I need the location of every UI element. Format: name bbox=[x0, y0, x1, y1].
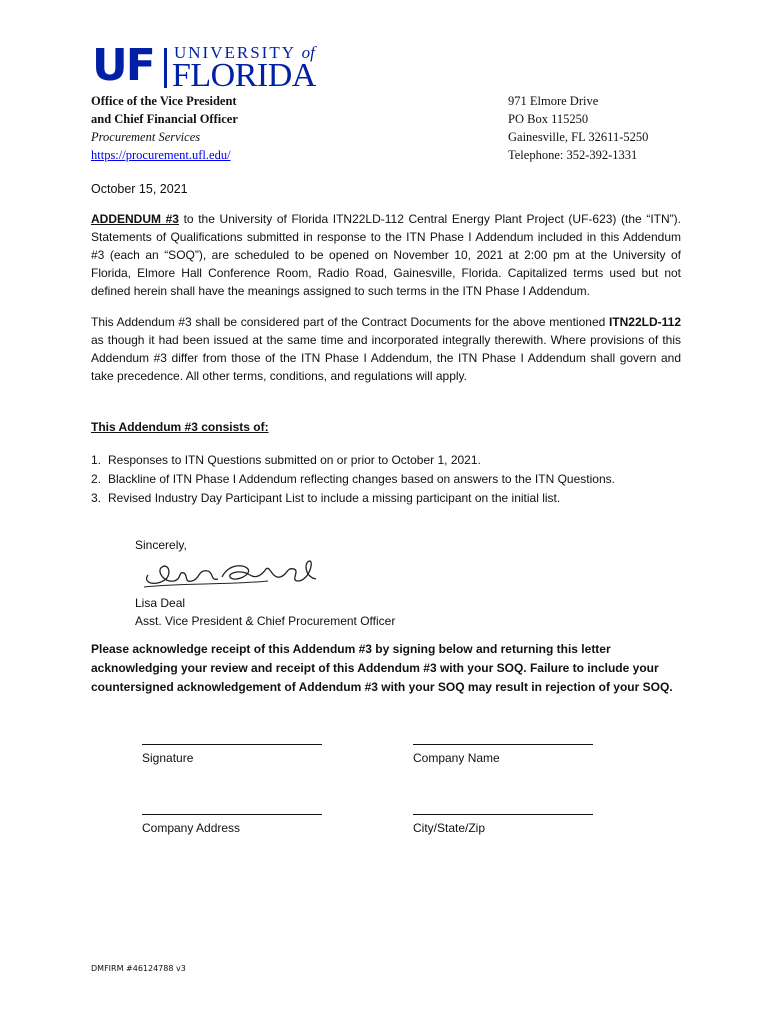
city-state-zip-line[interactable] bbox=[413, 804, 593, 815]
company-name-field[interactable] bbox=[413, 734, 593, 767]
address-block bbox=[508, 92, 648, 164]
closing: Sincerely, bbox=[135, 538, 187, 552]
street: 971 Elmore Drive bbox=[508, 94, 599, 108]
signature-field[interactable] bbox=[142, 734, 322, 767]
company-name-label: Company Name bbox=[413, 751, 500, 765]
document-footer-id: DMFIRM #46124788 v3 bbox=[91, 964, 186, 973]
city-state-zip-field[interactable] bbox=[413, 804, 593, 837]
addendum-items-list bbox=[91, 451, 615, 508]
company-address-line[interactable] bbox=[142, 804, 322, 815]
telephone: Telephone: 352-392-1331 bbox=[508, 148, 638, 162]
logo-university-text: UNIVERSITY of bbox=[174, 43, 315, 62]
sender-block bbox=[91, 92, 238, 164]
paragraph-contract-documents bbox=[91, 313, 681, 385]
uf-logo-mark: UF bbox=[92, 40, 154, 91]
office-line-1: Office of the Vice President bbox=[91, 94, 237, 108]
list-item: 2. Blackline of ITN Phase I Addendum reflecting changes based on answers to the ITN Questions. bbox=[91, 472, 615, 486]
letter-date: October 15, 2021 bbox=[91, 182, 188, 196]
itn-number: ITN22LD-112 bbox=[608, 315, 681, 329]
acknowledgement-instructions: Please acknowledge receipt of this Addendum #3 by signing below and returning this letter acknowledging your review and receipt of this Addendum #3 with your SOQ. Failure to include your countersigned acknowledgement of Addendum #3 with your SOQ may result in rejection of your SOQ. bbox=[91, 642, 673, 694]
handwritten-signature bbox=[138, 553, 328, 593]
logo-florida-text: FLORIDA bbox=[172, 57, 316, 94]
signature-label: Signature bbox=[142, 751, 194, 765]
website-link[interactable]: https://procurement.ufl.edu/ bbox=[91, 148, 231, 162]
city-state-zip: Gainesville, FL 32611-5250 bbox=[508, 130, 649, 144]
company-name-line[interactable] bbox=[413, 734, 593, 745]
list-item: 1. Responses to ITN Questions submitted on or prior to October 1, 2021. bbox=[91, 453, 481, 467]
paragraph-addendum-intro bbox=[91, 210, 681, 300]
signature-line[interactable] bbox=[142, 734, 322, 745]
paragraph-2-text-before: This Addendum #3 shall be considered part of the Contract Documents for the above mentioned bbox=[91, 315, 609, 329]
paragraph-1-text: to the University of Florida ITN22LD-112 Central Energy Plant Project (UF-623) (the “ITN”). Statements of Qualifications submitted in response to the ITN Phase I Addendum included in this Addendum #3 (each an “SOQ”), are scheduled to be opened on November 10, 2021 at 2:00 pm at the University of Florida, Elmore Hall Conference Room, Radio Road, Gainesville, Florida. Capitalized terms used but not defined herein shall have the meanings assigned to such terms in the ITN Phase I Addendum. bbox=[91, 212, 681, 298]
uf-logo bbox=[92, 40, 332, 94]
paragraph-2-text-after: as though it had been issued at the same time and incorporated integrally therewith. Where provisions of this Addendum #3 differ from those of the ITN Phase I Addendum, the ITN Phase I Addendum shall govern and take precedence. All other terms, conditions, and regulations will apply. bbox=[91, 333, 681, 383]
signer-name: Lisa Deal bbox=[135, 596, 186, 610]
logo-divider bbox=[164, 48, 167, 88]
office-line-2: and Chief Financial Officer bbox=[91, 112, 238, 126]
list-item: 3. Revised Industry Day Participant List to include a missing participant on the initial list. bbox=[91, 491, 561, 505]
department: Procurement Services bbox=[91, 130, 201, 144]
city-state-zip-label: City/State/Zip bbox=[413, 821, 486, 835]
signer-title: Asst. Vice President & Chief Procurement Officer bbox=[135, 614, 396, 628]
company-address-label: Company Address bbox=[142, 821, 241, 835]
consists-heading: This Addendum #3 consists of: bbox=[91, 420, 269, 434]
po-box: PO Box 115250 bbox=[508, 112, 589, 126]
signer-block bbox=[135, 594, 395, 630]
addendum-lead: ADDENDUM #3 bbox=[91, 212, 179, 226]
company-address-field[interactable] bbox=[142, 804, 322, 837]
